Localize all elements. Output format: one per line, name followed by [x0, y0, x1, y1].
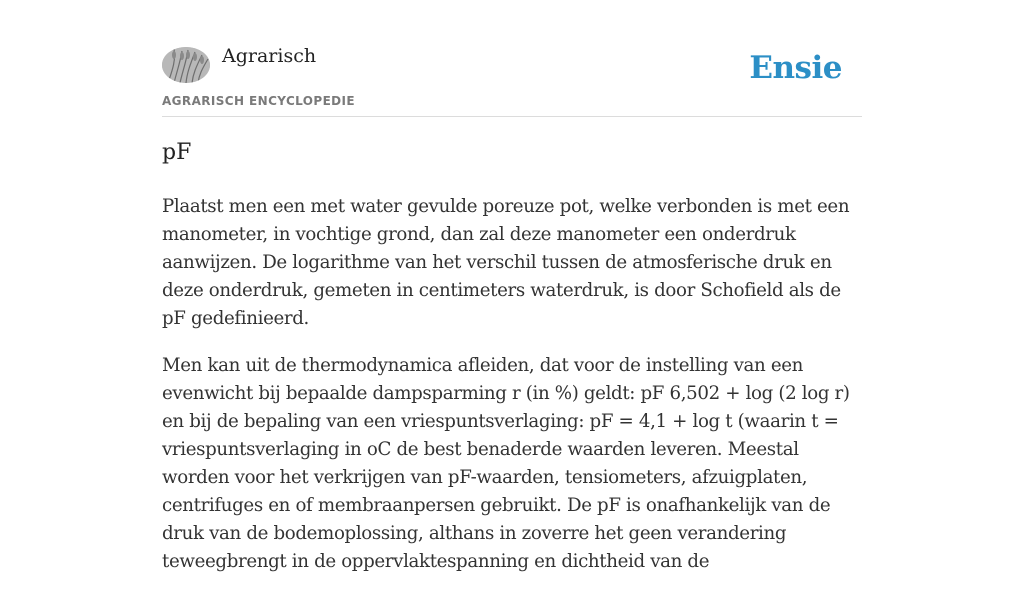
source-name[interactable]: Agrarisch	[222, 45, 317, 67]
paragraph: Men kan uit de thermodynamica afleiden, dat voor de instelling van een evenwicht bij bepaalde dampsparming r (in %) geldt: pF 6,502 + log (2 log r) en bij de bepaling van een vriespuntsverlaging: pF = 4,1 + log t (waarin t = vriespuntsverlaging in oC de best benaderde waarden leveren. Meestal worden voor het verkrijgen van pF-waarden, tensiometers, afzuigplaten, centrifuges en of membraanpersen gebruikt. De pF is onafhankelijk van de druk van de bodemoplossing, althans in zoverre het geen verandering teweegbrengt in de oppervlaktespanning en dichtheid van de	[162, 355, 850, 572]
source-header	[162, 0, 862, 117]
article-title: pF	[162, 140, 192, 165]
article-page	[162, 0, 862, 572]
wheat-logo-icon[interactable]	[162, 47, 210, 83]
article-body	[162, 193, 862, 595]
ensie-logo[interactable]: Ensie	[749, 50, 842, 86]
source-subtitle: AGRARISCH ENCYCLOPEDIE	[162, 94, 355, 108]
paragraph: Plaatst men een met water gevulde poreuze pot, welke verbonden is met een manometer, in vochtige grond, dan zal deze manometer een onderdruk aanwijzen. De logarithme van het verschil tussen de atmosferische druk en deze onderdruk, gemeten in centimeters waterdruk, is door Schofield als de pF gedefinieerd.	[162, 196, 850, 329]
